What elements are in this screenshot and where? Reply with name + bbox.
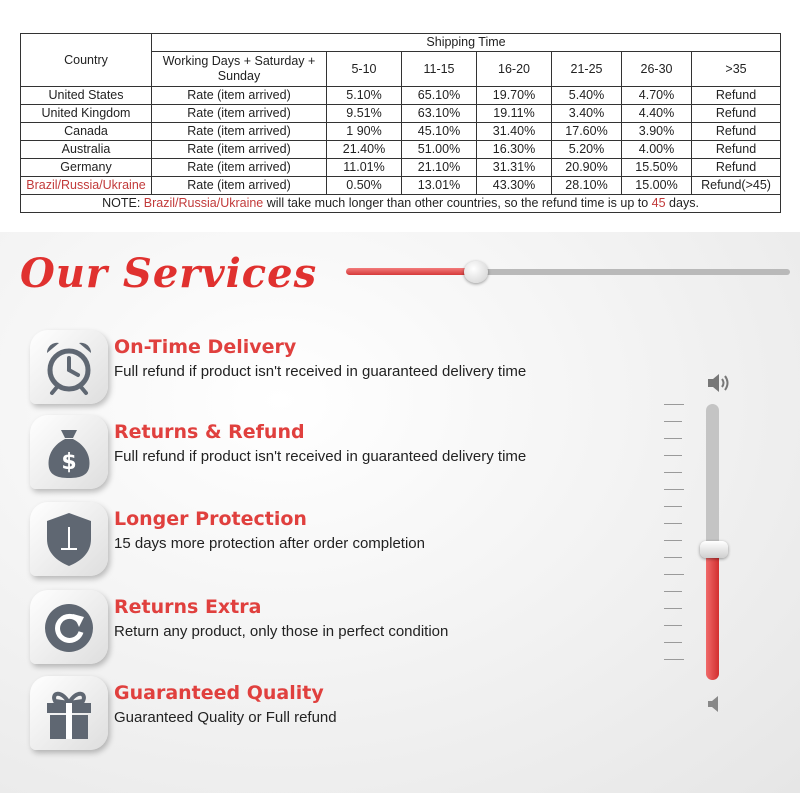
services-section: [0, 232, 800, 793]
value-cell: 28.10%: [552, 177, 622, 195]
volume-high-icon[interactable]: [706, 372, 732, 399]
table-row: [21, 159, 781, 177]
value-cell: 19.11%: [477, 105, 552, 123]
value-cell: 9.51%: [327, 105, 402, 123]
value-cell: Refund: [692, 123, 781, 141]
scale-tick: [664, 608, 682, 609]
value-cell: 65.10%: [402, 87, 477, 105]
scale-tick: [664, 642, 682, 643]
scale-tick: [664, 540, 682, 541]
value-cell: 51.00%: [402, 141, 477, 159]
range-header: >35: [692, 52, 781, 87]
country-cell: United States: [21, 87, 152, 105]
scale-tick: [664, 523, 682, 524]
service-description: Full refund if product isn't received in guaranteed delivery time: [114, 448, 527, 465]
alarm-clock-icon: [30, 330, 108, 404]
value-cell: 21.10%: [402, 159, 477, 177]
value-cell: 31.40%: [477, 123, 552, 141]
value-cell: 31.31%: [477, 159, 552, 177]
service-description: 15 days more protection after order completion: [114, 535, 425, 552]
service-description: Guaranteed Quality or Full refund: [114, 709, 337, 726]
value-cell: Refund: [692, 87, 781, 105]
service-item-guaranteed-quality: [30, 676, 630, 756]
value-cell: 45.10%: [402, 123, 477, 141]
value-cell: 13.01%: [402, 177, 477, 195]
service-description: Return any product, only those in perfect condition: [114, 623, 449, 640]
table-row: [21, 141, 781, 159]
horizontal-slider-knob[interactable]: [464, 261, 488, 283]
value-cell: 63.10%: [402, 105, 477, 123]
volume-slider-knob[interactable]: [700, 541, 728, 558]
country-cell: Germany: [21, 159, 152, 177]
table-row: [21, 177, 781, 195]
range-header: 11-15: [402, 52, 477, 87]
note-days: 45: [651, 196, 666, 210]
rate-cell: Rate (item arrived): [152, 105, 327, 123]
service-title: Guaranteed Quality: [114, 682, 324, 704]
shield-icon: [30, 502, 108, 576]
country-cell: United Kingdom: [21, 105, 152, 123]
service-description: Full refund if product isn't received in guaranteed delivery time: [114, 363, 527, 380]
value-cell: 20.90%: [552, 159, 622, 177]
note-countries: Brazil/Russia/Ukraine: [143, 196, 264, 210]
services-title: Our Services: [20, 250, 318, 297]
service-title: Longer Protection: [114, 508, 307, 530]
value-cell: 5.10%: [327, 87, 402, 105]
service-title: On-Time Delivery: [114, 336, 297, 358]
note-prefix: NOTE:: [102, 196, 144, 210]
service-item-longer-protection: [30, 502, 630, 582]
rate-cell: Rate (item arrived): [152, 87, 327, 105]
working-days-header: Working Days + Saturday + Sunday: [152, 52, 327, 87]
scale-tick: [664, 421, 682, 422]
value-cell: 15.00%: [622, 177, 692, 195]
table-row: [21, 87, 781, 105]
service-title: Returns Extra: [114, 596, 262, 618]
value-cell: 19.70%: [477, 87, 552, 105]
scale-tick: [664, 472, 682, 473]
scale-tick: [664, 489, 684, 490]
rate-cell: Rate (item arrived): [152, 123, 327, 141]
volume-slider-fill: [706, 550, 719, 680]
table-row: [21, 105, 781, 123]
shipping-time-header: Shipping Time: [152, 34, 781, 52]
value-cell: 4.40%: [622, 105, 692, 123]
value-cell: 5.40%: [552, 87, 622, 105]
country-cell: Brazil/Russia/Ukraine: [21, 177, 152, 195]
range-header: 16-20: [477, 52, 552, 87]
horizontal-slider-fill: [346, 268, 476, 275]
svg-text:$: $: [61, 450, 77, 475]
scale-tick: [664, 404, 684, 405]
value-cell: 15.50%: [622, 159, 692, 177]
gift-box-icon: [30, 676, 108, 750]
volume-low-icon[interactable]: [706, 694, 720, 719]
scale-tick: [664, 438, 682, 439]
country-header: Country: [21, 34, 152, 87]
scale-tick: [664, 557, 682, 558]
service-item-returns-extra: [30, 590, 630, 670]
shipping-time-table: [20, 33, 781, 213]
value-cell: Refund: [692, 141, 781, 159]
value-cell: 1 90%: [327, 123, 402, 141]
value-cell: Refund: [692, 159, 781, 177]
value-cell: Refund(>45): [692, 177, 781, 195]
rate-cell: Rate (item arrived): [152, 177, 327, 195]
value-cell: 16.30%: [477, 141, 552, 159]
scale-tick: [664, 574, 684, 575]
value-cell: 11.01%: [327, 159, 402, 177]
value-cell: 3.90%: [622, 123, 692, 141]
range-header: 26-30: [622, 52, 692, 87]
value-cell: 5.20%: [552, 141, 622, 159]
horizontal-slider-track[interactable]: [476, 269, 790, 275]
scale-tick: [664, 455, 682, 456]
value-cell: 4.00%: [622, 141, 692, 159]
note-suffix: days.: [665, 196, 699, 210]
shipping-table-section: [0, 0, 800, 215]
service-title: Returns & Refund: [114, 421, 305, 443]
rate-cell: Rate (item arrived): [152, 159, 327, 177]
scale-tick: [664, 506, 682, 507]
money-bag-icon: [30, 415, 108, 489]
scale-tick: [664, 591, 682, 592]
service-item-returns-refund: [30, 415, 630, 495]
country-cell: Canada: [21, 123, 152, 141]
value-cell: 43.30%: [477, 177, 552, 195]
table-row: [21, 123, 781, 141]
range-header: 5-10: [327, 52, 402, 87]
note-middle: will take much longer than other countries, so the refund time is up to: [263, 196, 652, 210]
range-header: 21-25: [552, 52, 622, 87]
rate-cell: Rate (item arrived): [152, 141, 327, 159]
service-item-on-time-delivery: [30, 330, 630, 410]
value-cell: 3.40%: [552, 105, 622, 123]
value-cell: 17.60%: [552, 123, 622, 141]
return-arrow-icon: [30, 590, 108, 664]
scale-tick: [664, 659, 684, 660]
value-cell: 21.40%: [327, 141, 402, 159]
volume-scale-ticks: [664, 404, 684, 664]
value-cell: 4.70%: [622, 87, 692, 105]
scale-tick: [664, 625, 682, 626]
table-note: [21, 195, 781, 213]
value-cell: Refund: [692, 105, 781, 123]
country-cell: Australia: [21, 141, 152, 159]
value-cell: 0.50%: [327, 177, 402, 195]
